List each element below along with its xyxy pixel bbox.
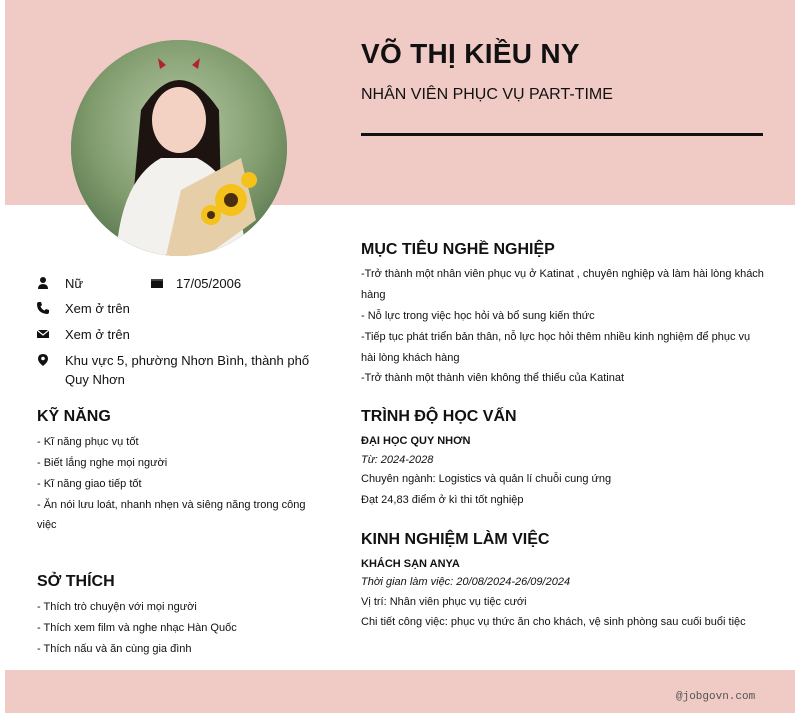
skills-heading: KỸ NĂNG bbox=[37, 408, 111, 425]
phone-icon bbox=[36, 301, 50, 315]
objective-line: -Tiếp tục phát triển bản thân, nỗ lực học hỏi thêm nhiều kinh nghiệm để phục vụ bbox=[361, 331, 751, 343]
education-period: Từ: 2024-2028 bbox=[361, 454, 434, 466]
education-heading: TRÌNH ĐỘ HỌC VẤN bbox=[361, 408, 517, 425]
objective-line: -Trở thành một thành viên không thể thiếu của Katinat bbox=[361, 372, 625, 384]
objective-line: hàng bbox=[361, 289, 386, 301]
skill-item: - Kĩ năng phục vụ tốt bbox=[37, 436, 139, 448]
phone-text: Xem ở trên bbox=[65, 301, 130, 316]
hobby-item: - Thích nấu và ăn cùng gia đình bbox=[37, 643, 192, 655]
candidate-name: VÕ THỊ KIỀU NY bbox=[361, 38, 580, 69]
footer-watermark[interactable]: @jobgovn.com bbox=[676, 691, 756, 703]
hobby-item: - Thích trò chuyện với mọi người bbox=[37, 601, 197, 613]
address-line-2: Quy Nhơn bbox=[65, 372, 125, 387]
skill-item: - Kĩ năng giao tiếp tốt bbox=[37, 478, 142, 490]
mail-icon bbox=[36, 327, 50, 341]
experience-details: Chi tiết công việc: phục vụ thức ăn cho khách, vệ sinh phòng sau cuối buổi tiệc bbox=[361, 616, 746, 628]
candidate-title: NHÂN VIÊN PHỤC VỤ PART-TIME bbox=[361, 86, 613, 103]
gender-text: Nữ bbox=[65, 276, 84, 291]
skill-item: - Biết lắng nghe mọi người bbox=[37, 457, 168, 469]
email-text: Xem ở trên bbox=[65, 327, 130, 342]
experience-position: Vị trí: Nhân viên phục vụ tiệc cưới bbox=[361, 596, 527, 608]
objective-line: hài lòng khách hàng bbox=[361, 352, 460, 364]
hobby-item: - Thích xem film và nghe nhạc Hàn Quốc bbox=[37, 622, 237, 634]
objective-line: -Trở thành một nhân viên phục vụ ở Katinat , chuyên nghiệp và làm hài lòng khách bbox=[361, 268, 764, 280]
education-major: Chuyên ngành: Logistics và quản lí chuỗi cung ứng bbox=[361, 473, 612, 485]
hobbies-heading: SỞ THÍCH bbox=[37, 573, 115, 590]
objective-line: - Nỗ lực trong việc học hỏi và bổ sung kiến thức bbox=[361, 310, 595, 322]
dob-text: 17/05/2006 bbox=[176, 276, 242, 291]
location-pin-icon bbox=[36, 353, 50, 367]
school-name: ĐẠI HỌC QUY NHƠN bbox=[361, 435, 471, 447]
person-icon bbox=[36, 276, 50, 290]
company-name: KHÁCH SẠN ANYA bbox=[361, 558, 460, 570]
profile-photo bbox=[71, 40, 287, 256]
address-line-1: Khu vực 5, phường Nhơn Bình, thành phố bbox=[65, 353, 310, 368]
education-score: Đạt 24,83 điểm ở kì thi tốt nghiệp bbox=[361, 494, 524, 506]
title-divider bbox=[361, 133, 763, 136]
objective-heading: MỤC TIÊU NGHỀ NGHIỆP bbox=[361, 241, 555, 258]
experience-heading: KINH NGHIỆM LÀM VIỆC bbox=[361, 531, 550, 548]
calendar-icon bbox=[150, 276, 164, 290]
skill-item: việc bbox=[37, 519, 57, 531]
skill-item: - Ăn nói lưu loát, nhanh nhẹn và siêng năng trong công bbox=[37, 499, 306, 511]
experience-period: Thời gian làm việc: 20/08/2024-26/09/2024 bbox=[361, 576, 571, 588]
